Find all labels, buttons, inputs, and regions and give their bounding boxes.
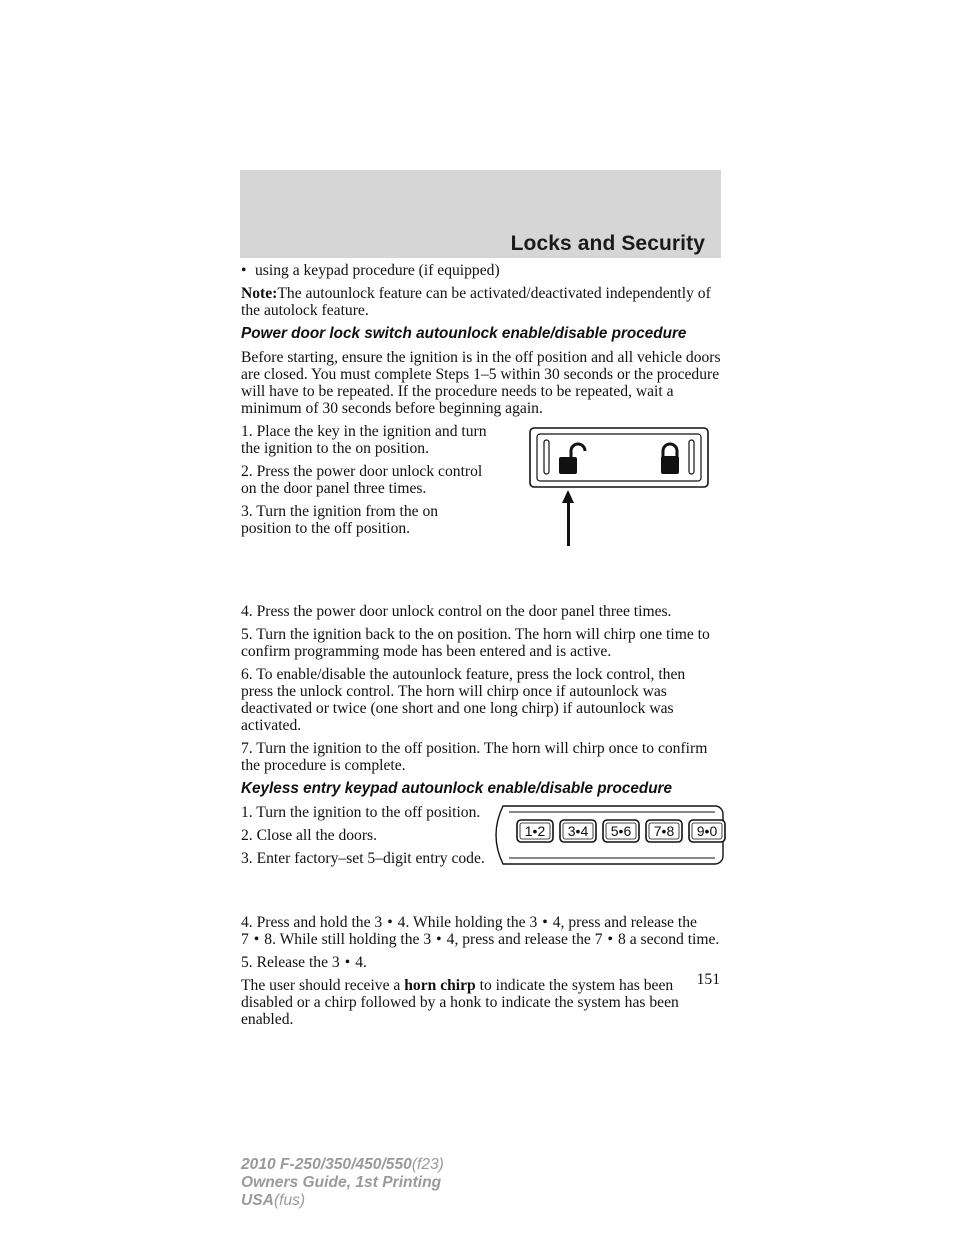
step-4: 4. Press the power door unlock control on the door panel three times.	[241, 603, 672, 620]
section-title: Locks and Security	[510, 232, 705, 255]
keypad-button-label: 3•4	[567, 823, 589, 839]
keypad-button-label: 7•8	[653, 823, 675, 839]
kp-step-5: 5. Release the 3 • 4.	[241, 954, 367, 971]
procedure-heading-2: Keyless entry keypad autounlock enable/disable procedure	[241, 780, 673, 797]
horn-chirp-emphasis: horn chirp	[404, 977, 476, 994]
keypad-button-3	[603, 820, 639, 842]
keypad-button-label: 1•2	[524, 823, 546, 839]
step-5: 5. Turn the ignition back to the on position. The horn will chirp one time to confirm programming mode has been entered and is active.	[241, 626, 710, 660]
keypad-illustration	[489, 804, 721, 914]
keypad-buttons	[517, 820, 725, 842]
kp-step-2: 2. Close all the doors.	[241, 827, 377, 844]
lock-switch-illustration	[489, 423, 721, 603]
keypad-button-4	[646, 820, 682, 842]
step-1: 1. Place the key in the ignition and turn the ignition to the on position.	[241, 423, 487, 457]
bullet-text: using a keypad procedure (if equipped)	[255, 262, 500, 279]
step-2: 2. Press the power door unlock control on the door panel three times.	[241, 463, 483, 497]
page-body	[241, 262, 721, 1034]
procedure-heading-1: Power door lock switch autounlock enable/disable procedure	[241, 325, 687, 342]
note-label: Note:	[241, 285, 278, 302]
bullet-dot: •	[241, 262, 247, 279]
section-header-band	[240, 170, 721, 258]
keypad-button-label: 5•6	[610, 823, 632, 839]
keypad-svg	[487, 802, 727, 870]
step-7: 7. Turn the ignition to the off position. The horn will chirp once to confirm the procedure is complete.	[241, 740, 708, 774]
keypad-button-1	[517, 820, 553, 842]
document-footer	[241, 1156, 444, 1210]
bullet-item	[241, 262, 721, 279]
note	[241, 285, 721, 319]
procedure-intro: Before starting, ensure the ignition is in the off position and all vehicle doors are closed. You must complete Steps 1–5 within 30 seconds or the procedure will have to be repeated. If the procedure needs to be repeated, wait a minimum of 30 seconds before beginning again.	[241, 349, 721, 417]
footer-line-3: USA(fus)	[241, 1192, 306, 1209]
kp-step-4: 4. Press and hold the 3 • 4. While holding the 3 • 4, press and release the 7 • 8. While still holding the 3 • 4, press and release the 7 • 8 a second time.	[241, 914, 720, 948]
keypad-button-label: 9•0	[696, 823, 718, 839]
kp-step-3: 3. Enter factory–set 5–digit entry code.	[241, 850, 485, 867]
note-text: The autounlock feature can be activated/deactivated independently of the autolock feature.	[241, 285, 711, 319]
step-3: 3. Turn the ignition from the on position to the off position.	[241, 503, 439, 537]
keypad-button-5	[689, 820, 725, 842]
kp-step-1: 1. Turn the ignition to the off position.	[241, 804, 481, 821]
lock-switch-svg	[524, 426, 756, 556]
page-number: 151	[696, 971, 720, 988]
keypad-button-2	[560, 820, 596, 842]
step-6: 6. To enable/disable the autounlock feature, press the lock control, then press the unlock control. The horn will chirp once if autounlock was deactivated or twice (one short and one long chirp) if autounlock was activated.	[241, 666, 686, 734]
footer-line-1: 2010 F-250/350/450/550(f23)	[241, 1156, 444, 1173]
outro: The user should receive a horn chirp to indicate the system has been disabled or a chirp followed by a honk to indicate the system has been enabled.	[241, 977, 679, 1028]
footer-line-2: Owners Guide, 1st Printing	[241, 1174, 442, 1191]
